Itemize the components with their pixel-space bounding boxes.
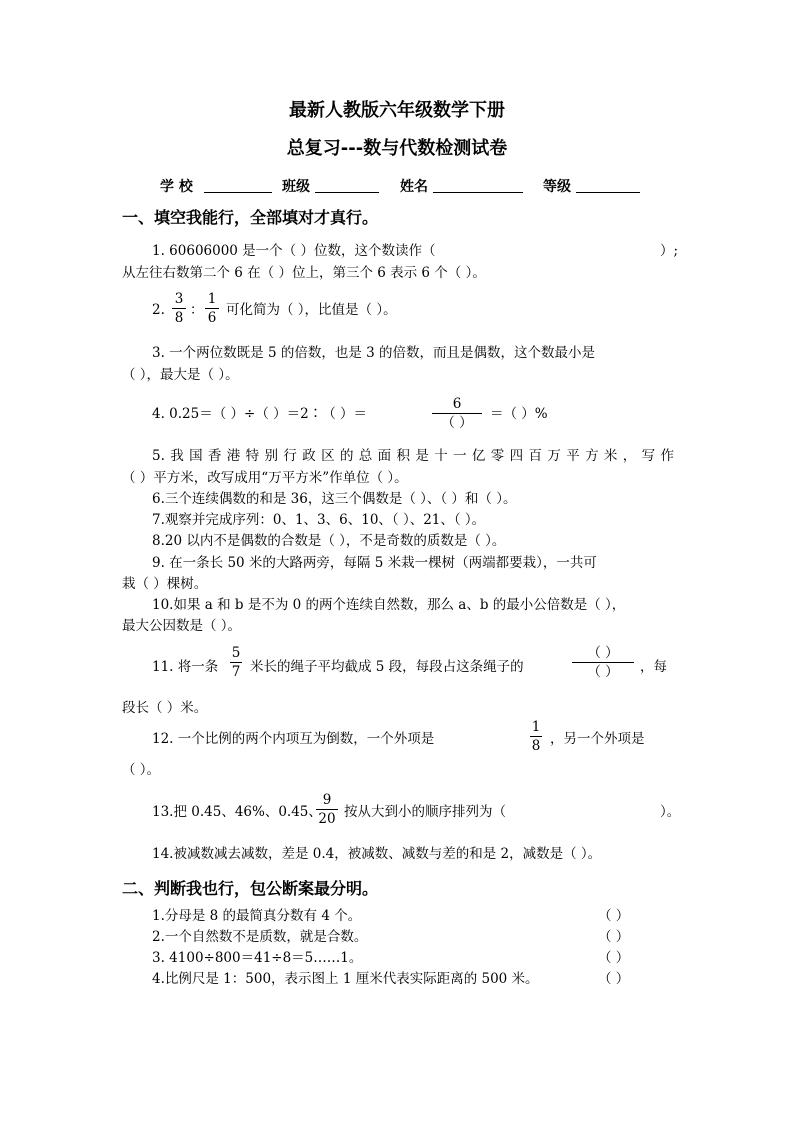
- q13-fraction-denominator: 20: [318, 811, 336, 827]
- fraction-bar: [230, 662, 242, 663]
- judge-item-3: 3. 4100÷800＝41÷8＝5……1。: [152, 950, 363, 966]
- q3-line2: （ ），最大是（ ）。: [122, 367, 239, 383]
- q5-line2: （ ）平方米，改写成用“万平方米”作单位（ ）。: [122, 470, 408, 486]
- info-name-blank: [433, 192, 523, 193]
- info-grade-label: 等级: [543, 179, 571, 195]
- q6-text: 6.三个连续偶数的和是 36，这三个偶数是（ ）、（ ）和（ ）。: [152, 491, 517, 507]
- q2-text: 可化简为（ ），比值是（ ）。: [226, 302, 397, 318]
- q7-text: 7.观察并完成序列：0、1、3、6、10、（ ）、21、（ ）。: [152, 512, 486, 528]
- q10-line2: 最大公因数是（ ）。: [122, 618, 242, 634]
- q11-fraction-1-denominator: 7: [231, 664, 241, 680]
- page-title: 最新人教版六年级数学下册: [289, 100, 505, 121]
- section2-heading: 二、判断我也行，包公断案最分明。: [122, 879, 379, 898]
- q11-fraction-2: [572, 645, 634, 680]
- q11-text: 11. 将一条: [152, 659, 219, 675]
- q12-line2: （ ）。: [122, 762, 161, 778]
- q11-text-end: ，每: [640, 659, 667, 675]
- q2-fraction-1-denominator: 8: [174, 310, 184, 326]
- q13-fraction: [316, 792, 338, 827]
- judge-item-4: 4.比例尺是 1：500，表示图上 1 厘米代表实际距离的 500 米。: [152, 971, 539, 987]
- info-class-label: 班级: [282, 179, 310, 195]
- info-class-blank: [315, 192, 379, 193]
- q8-text: 8.20 以内不是偶数的合数是（ ），不是奇数的质数是（ ）。: [152, 533, 506, 549]
- q11-line2: 段长（ ）米。: [122, 700, 208, 716]
- q2-fraction-1-numerator: 3: [174, 291, 184, 307]
- q2-fraction-2-denominator: 6: [207, 310, 217, 326]
- q2-colon: ：: [190, 302, 204, 318]
- q12-fraction-denominator: 8: [531, 738, 541, 754]
- q5-line1: 5.我国香港特别行政区的总面积是十一亿零四百万平方米，写作: [152, 448, 674, 464]
- info-school-blank: [204, 192, 272, 193]
- q11-text-mid: 米长的绳子平均截成 5 段，每段占这条绳子的: [250, 659, 524, 675]
- fraction-bar: [432, 413, 482, 414]
- q12-text: 12. 一个比例的两个内项互为倒数，一个外项是: [152, 731, 435, 747]
- q13-text: 13.把 0.4̇5̇、46%、0.45̇、: [152, 804, 322, 820]
- q11-fraction-1-numerator: 5: [231, 645, 241, 661]
- q4-fraction-denominator: （ ）: [441, 415, 473, 431]
- info-grade: [543, 176, 640, 196]
- fraction-bar: [316, 809, 338, 810]
- q9-line2: 栽（ ）棵树。: [122, 576, 208, 592]
- q4-text: 4. 0.25＝（ ）÷（ ）＝2∶（ ）＝: [152, 406, 368, 422]
- section1-heading: 一、填空我能行，全部填对才真行。: [122, 208, 379, 227]
- q2-fraction-2: [205, 291, 219, 326]
- q9-line1: 9. 在一条长 50 米的大路两旁，每隔 5 米栽一棵树（两端都要栽），一共可: [152, 555, 597, 571]
- q11-fraction-2-numerator: （ ）: [587, 645, 619, 661]
- q10-line1: 10.如果 a 和 b 是不为 0 的两个连续自然数，那么 a、b 的最小公倍数是（ ），: [152, 597, 626, 613]
- info-school-label: 学 校: [160, 179, 193, 195]
- q12-fraction: [530, 719, 542, 754]
- judge-box-2[interactable]: （ ）: [598, 929, 630, 945]
- info-grade-blank: [576, 192, 640, 193]
- judge-box-3[interactable]: （ ）: [598, 950, 630, 966]
- info-name: [400, 176, 523, 196]
- q4-fraction: [432, 396, 482, 431]
- info-name-label: 姓名: [400, 179, 428, 195]
- q12-text-end: ，另一个外项是: [550, 731, 645, 747]
- judge-item-1: 1.分母是 8 的最简真分数有 4 个。: [152, 908, 362, 924]
- q1-line1: 1. 60606000 是一个（ ）位数，这个数读作（: [152, 243, 436, 259]
- fraction-bar: [205, 308, 219, 309]
- q4-fraction-numerator: 6: [452, 396, 462, 412]
- q1-line2: 从左往右数第二个 6 在（ ）位上，第三个 6 表示 6 个（ ）。: [122, 265, 486, 281]
- q14-text: 14.被减数减去减数，差是 0.4，被减数、减数与差的和是 2，减数是（ ）。: [152, 846, 602, 862]
- q2-fraction-1: [172, 291, 186, 326]
- q2-fraction-2-numerator: 1: [207, 291, 217, 307]
- info-class: [282, 176, 379, 196]
- info-school: [160, 176, 272, 196]
- q11-fraction-2-denominator: （ ）: [587, 664, 619, 680]
- q13-fraction-numerator: 9: [322, 792, 332, 808]
- fraction-bar: [172, 308, 186, 309]
- q2-number: 2.: [152, 302, 165, 318]
- q11-fraction-1: [230, 645, 242, 680]
- q13-text-end: ）。: [660, 804, 681, 820]
- judge-box-1[interactable]: （ ）: [598, 908, 630, 924]
- judge-box-4[interactable]: （ ）: [598, 971, 630, 987]
- q4-text-end: ＝（ ）%: [490, 406, 548, 422]
- page-subtitle: 总复习---数与代数检测试卷: [286, 138, 508, 159]
- fraction-bar: [572, 662, 634, 663]
- q13-text-mid: 按从大到小的顺序排列为（: [344, 804, 506, 820]
- q12-fraction-numerator: 1: [531, 719, 541, 735]
- judge-item-2: 2.一个自然数不是质数，就是合数。: [152, 929, 368, 945]
- q3-line1: 3. 一个两位数既是 5 的倍数，也是 3 的倍数，而且是偶数，这个数最小是: [152, 345, 596, 361]
- q1-line1-end: ）;: [660, 243, 679, 259]
- fraction-bar: [530, 736, 542, 737]
